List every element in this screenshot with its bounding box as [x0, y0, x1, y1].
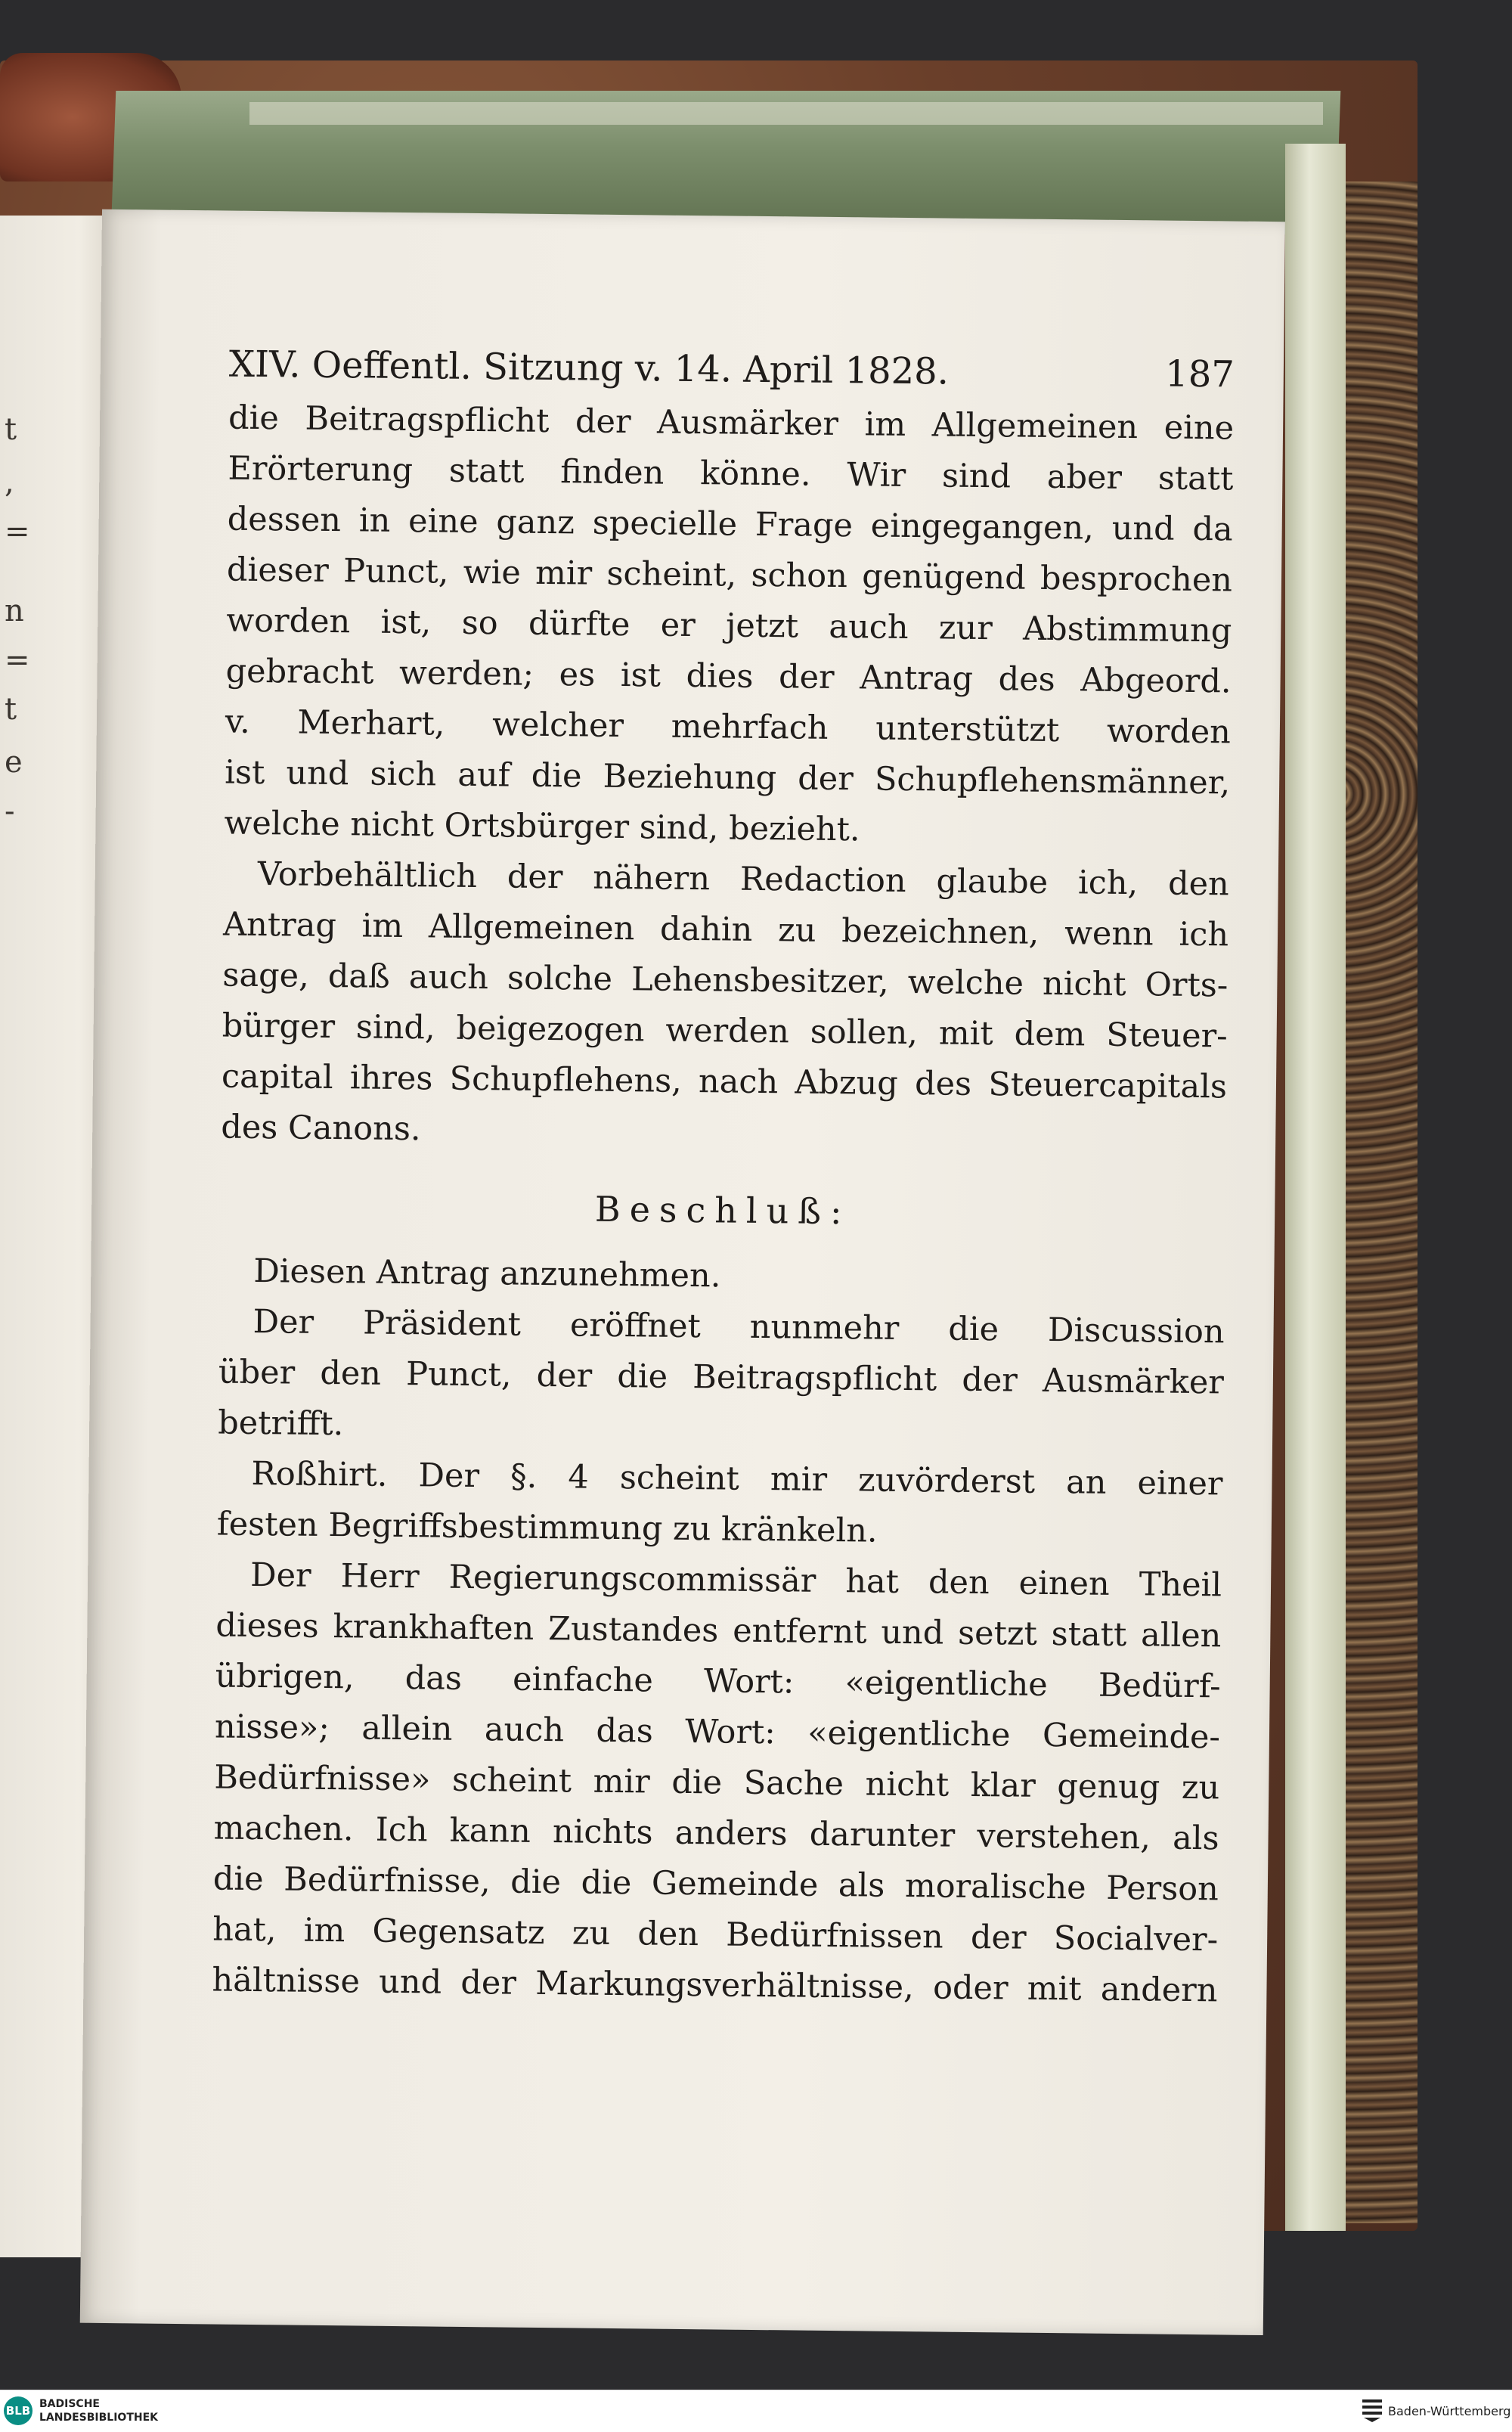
text-line: bürger sind, beigezogen werden sollen, mit dem Steuer-	[222, 1007, 1228, 1056]
text-line: Antrag im Allgemeinen dahin zu bezeichnen, wenn ich	[222, 905, 1229, 954]
text-line: dieses krankhaften Zustandes entfernt und setzt statt allen	[215, 1606, 1222, 1655]
left-page-fragment: n	[5, 594, 24, 628]
page-block-side-edge	[1285, 144, 1346, 2231]
text-line: dieser Punct, wie mir scheint, schon genügend besprochen	[226, 551, 1233, 600]
text-line: des Canons.	[221, 1108, 421, 1149]
page-block-highlight	[249, 102, 1323, 125]
text-line: capital ihres Schupflehens, nach Abzug des Steuercapitals	[221, 1057, 1228, 1106]
state-name[interactable]: Baden-Württemberg	[1388, 2404, 1511, 2418]
text-line: über den Punct, der die Beitragspflicht der Ausmärker	[218, 1353, 1225, 1402]
text-line: worden ist, so dürfte er jetzt auch zur Abstimmung	[226, 601, 1232, 650]
page-text	[212, 340, 1235, 2017]
text-line: übrigen, das einfache Wort: «eigentliche Bedürf-	[215, 1657, 1221, 1706]
text-line: hältnisse und der Markungsverhältnisse, oder mit andern	[212, 1961, 1218, 2010]
text-line: gebracht werden; es ist dies der Antrag des Abgeord.	[225, 652, 1232, 701]
running-header	[229, 340, 1235, 401]
resolution-heading: Beschluß:	[594, 1188, 851, 1233]
text-line: nisse»; allein auch das Wort: «eigentliche Gemeinde-	[214, 1708, 1221, 1757]
text-line: ist und sich auf die Beziehung der Schupflehensmänner,	[224, 753, 1231, 802]
text-line: dessen in eine ganz specielle Frage eingegangen, und da	[227, 500, 1233, 549]
text-line: v. Merhart, welcher mehrfach unterstützt worden	[225, 703, 1232, 752]
text-line: Bedürfnisse» scheint mir die Sache nicht klar genug zu	[214, 1758, 1220, 1807]
left-page-fragment: =	[5, 514, 30, 549]
header-title: XIV. Oeffentl. Sitzung v. 14. April 1828.	[228, 343, 950, 393]
library-name-line2: LANDESBIBLIOTHEK	[39, 2412, 159, 2424]
resolution-text: Diesen Antrag anzunehmen.	[253, 1252, 721, 1295]
text-line: Roßhirt. Der §. 4 scheint mir zuvörderst an einer	[251, 1454, 1223, 1503]
text-line: festen Begriffsbestimmung zu kränkeln.	[216, 1505, 878, 1550]
left-page-fragment: ,	[5, 465, 14, 500]
text-line: betrifft.	[217, 1404, 344, 1444]
text-line: Erörterung statt finden könne. Wir sind aber statt	[228, 449, 1234, 498]
book-page	[80, 209, 1285, 2335]
text-line: machen. Ich kann nichts anders darunter verstehen, als	[213, 1809, 1219, 1858]
library-name-line1: BADISCHE	[39, 2398, 100, 2410]
text-line: Der Herr Regierungscommissär hat den einen Theil	[249, 1556, 1222, 1605]
text-line: die Beitragspflicht der Ausmärker im Allgemeinen eine	[228, 399, 1235, 448]
text-line: Der Präsident eröffnet nunmehr die Discussion	[253, 1302, 1225, 1351]
page-number: 187	[1164, 352, 1235, 396]
text-line: sage, daß auch solche Lehensbesitzer, welche nicht Orts-	[222, 956, 1228, 1005]
text-line: hat, im Gegensatz zu den Bedürfnissen der Socialver-	[212, 1910, 1219, 1959]
blb-logo-icon[interactable]: BLB	[4, 2396, 33, 2425]
library-name[interactable]	[39, 2397, 158, 2424]
text-line: die Bedürfnisse, die die Gemeinde als moralische Person	[212, 1860, 1219, 1909]
left-page-fragment: t	[5, 692, 17, 727]
left-page-fragment: -	[5, 794, 15, 829]
left-page-fragment: t	[5, 412, 17, 447]
text-line: welche nicht Ortsbürger sind, bezieht.	[224, 804, 860, 849]
left-page-fragment: e	[5, 745, 23, 780]
viewer-footer	[0, 2390, 1512, 2432]
left-page-fragment: =	[5, 643, 30, 678]
baden-wuerttemberg-crest-icon[interactable]	[1361, 2398, 1383, 2424]
text-line: Vorbehältlich der nähern Redaction glaube ich, den	[257, 855, 1230, 904]
